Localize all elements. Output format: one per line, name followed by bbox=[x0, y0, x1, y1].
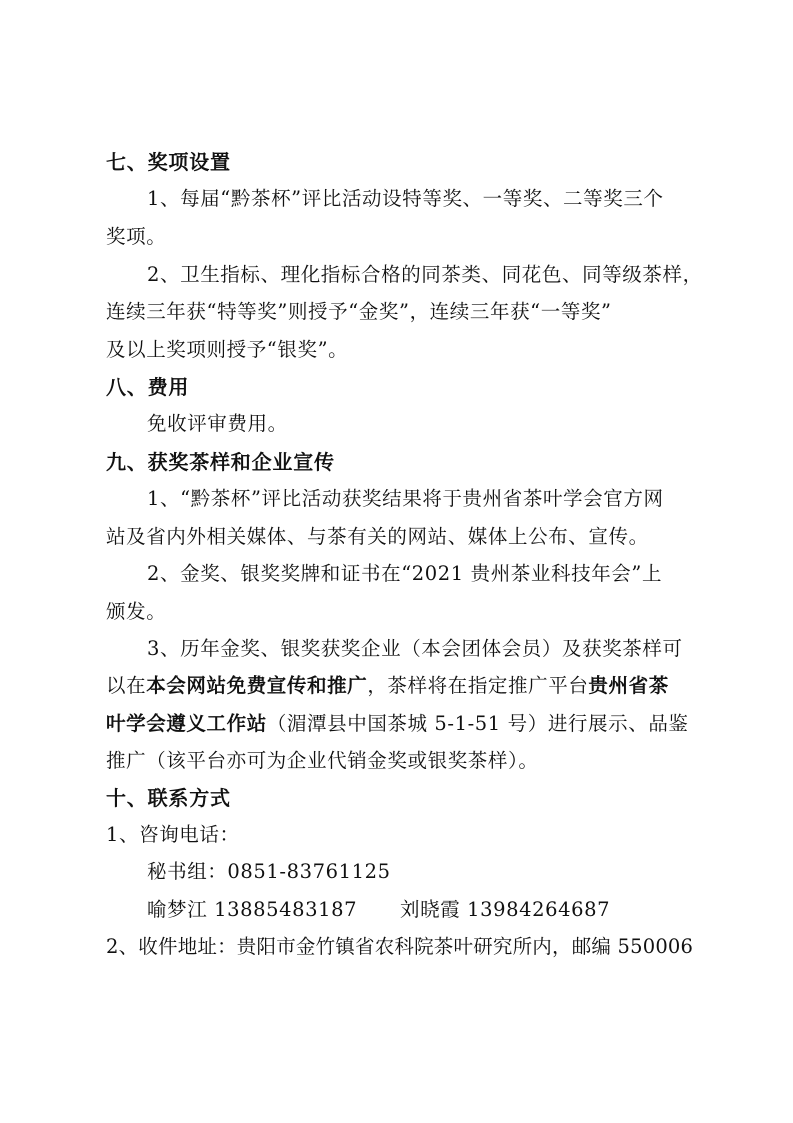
awards-paragraph-1-line-1: 1、每届“黔茶杯”评比活动设特等奖、一等奖、二等奖三个 bbox=[147, 187, 664, 210]
bold-text-website-promotion: 本会网站免费宣传和推广 bbox=[146, 674, 368, 697]
awards-paragraph-2-line-1: 2、卫生指标、理化指标合格的同茶类、同花色、同等级茶样， bbox=[147, 263, 703, 286]
text-fragment: 以在 bbox=[106, 674, 147, 697]
awards-paragraph-1-line-2: 奖项。 bbox=[106, 225, 167, 248]
awards-paragraph-2-line-2: 连续三年获“特等奖”则授予“金奖”，连续三年获“一等奖” bbox=[106, 300, 612, 323]
bold-text-platform-name-cont: 叶学会遵义工作站 bbox=[106, 712, 267, 735]
promotion-paragraph-2-line-1: 2、金奖、银奖奖牌和证书在“2021 贵州茶业科技年会”上 bbox=[147, 562, 663, 585]
fees-paragraph: 免收评审费用。 bbox=[147, 412, 288, 435]
promotion-paragraph-3-line-2 bbox=[106, 672, 710, 700]
bold-text-platform-name: 贵州省茶 bbox=[588, 674, 669, 697]
contact-person-1: 喻梦江 13885483187 bbox=[147, 898, 358, 921]
promotion-paragraph-2-line-2: 颁发。 bbox=[106, 600, 167, 623]
contact-address: 2、收件地址：贵阳市金竹镇省农科院茶叶研究所内，邮编 550006 bbox=[106, 935, 694, 958]
promotion-paragraph-3-line-1: 3、历年金奖、银奖获奖企业（本会团体会员）及获奖茶样可 bbox=[147, 637, 683, 660]
promotion-paragraph-1-line-1: 1、“黔茶杯”评比活动获奖结果将于贵州省茶叶学会官方网 bbox=[147, 487, 664, 510]
promotion-paragraph-3-line-4: 推广（该平台亦可为企业代销金奖或银奖茶样）。 bbox=[106, 749, 539, 772]
section-heading-awards: 七、奖项设置 bbox=[106, 150, 231, 174]
contact-person-2: 刘晓霞 13984264687 bbox=[400, 898, 611, 921]
section-heading-promotion: 九、获奖茶样和企业宣传 bbox=[106, 450, 335, 474]
text-fragment: ，茶样将在指定推广平台 bbox=[367, 674, 589, 697]
section-heading-fees: 八、费用 bbox=[106, 375, 190, 399]
awards-paragraph-2-line-3: 及以上奖项则授予“银奖”。 bbox=[106, 338, 349, 361]
section-heading-contact: 十、联系方式 bbox=[106, 786, 231, 810]
promotion-paragraph-1-line-2: 站及省内外相关媒体、与茶有关的网站、媒体上公布、宣传。 bbox=[106, 525, 649, 548]
text-fragment: （湄潭县中国茶城 5-1-51 号）进行展示、品鉴 bbox=[266, 712, 689, 735]
contact-secretariat-phone: 秘书组：0851-83761125 bbox=[147, 860, 391, 883]
promotion-paragraph-3-line-3 bbox=[106, 710, 710, 738]
contact-phone-label: 1、咨询电话： bbox=[106, 823, 240, 846]
